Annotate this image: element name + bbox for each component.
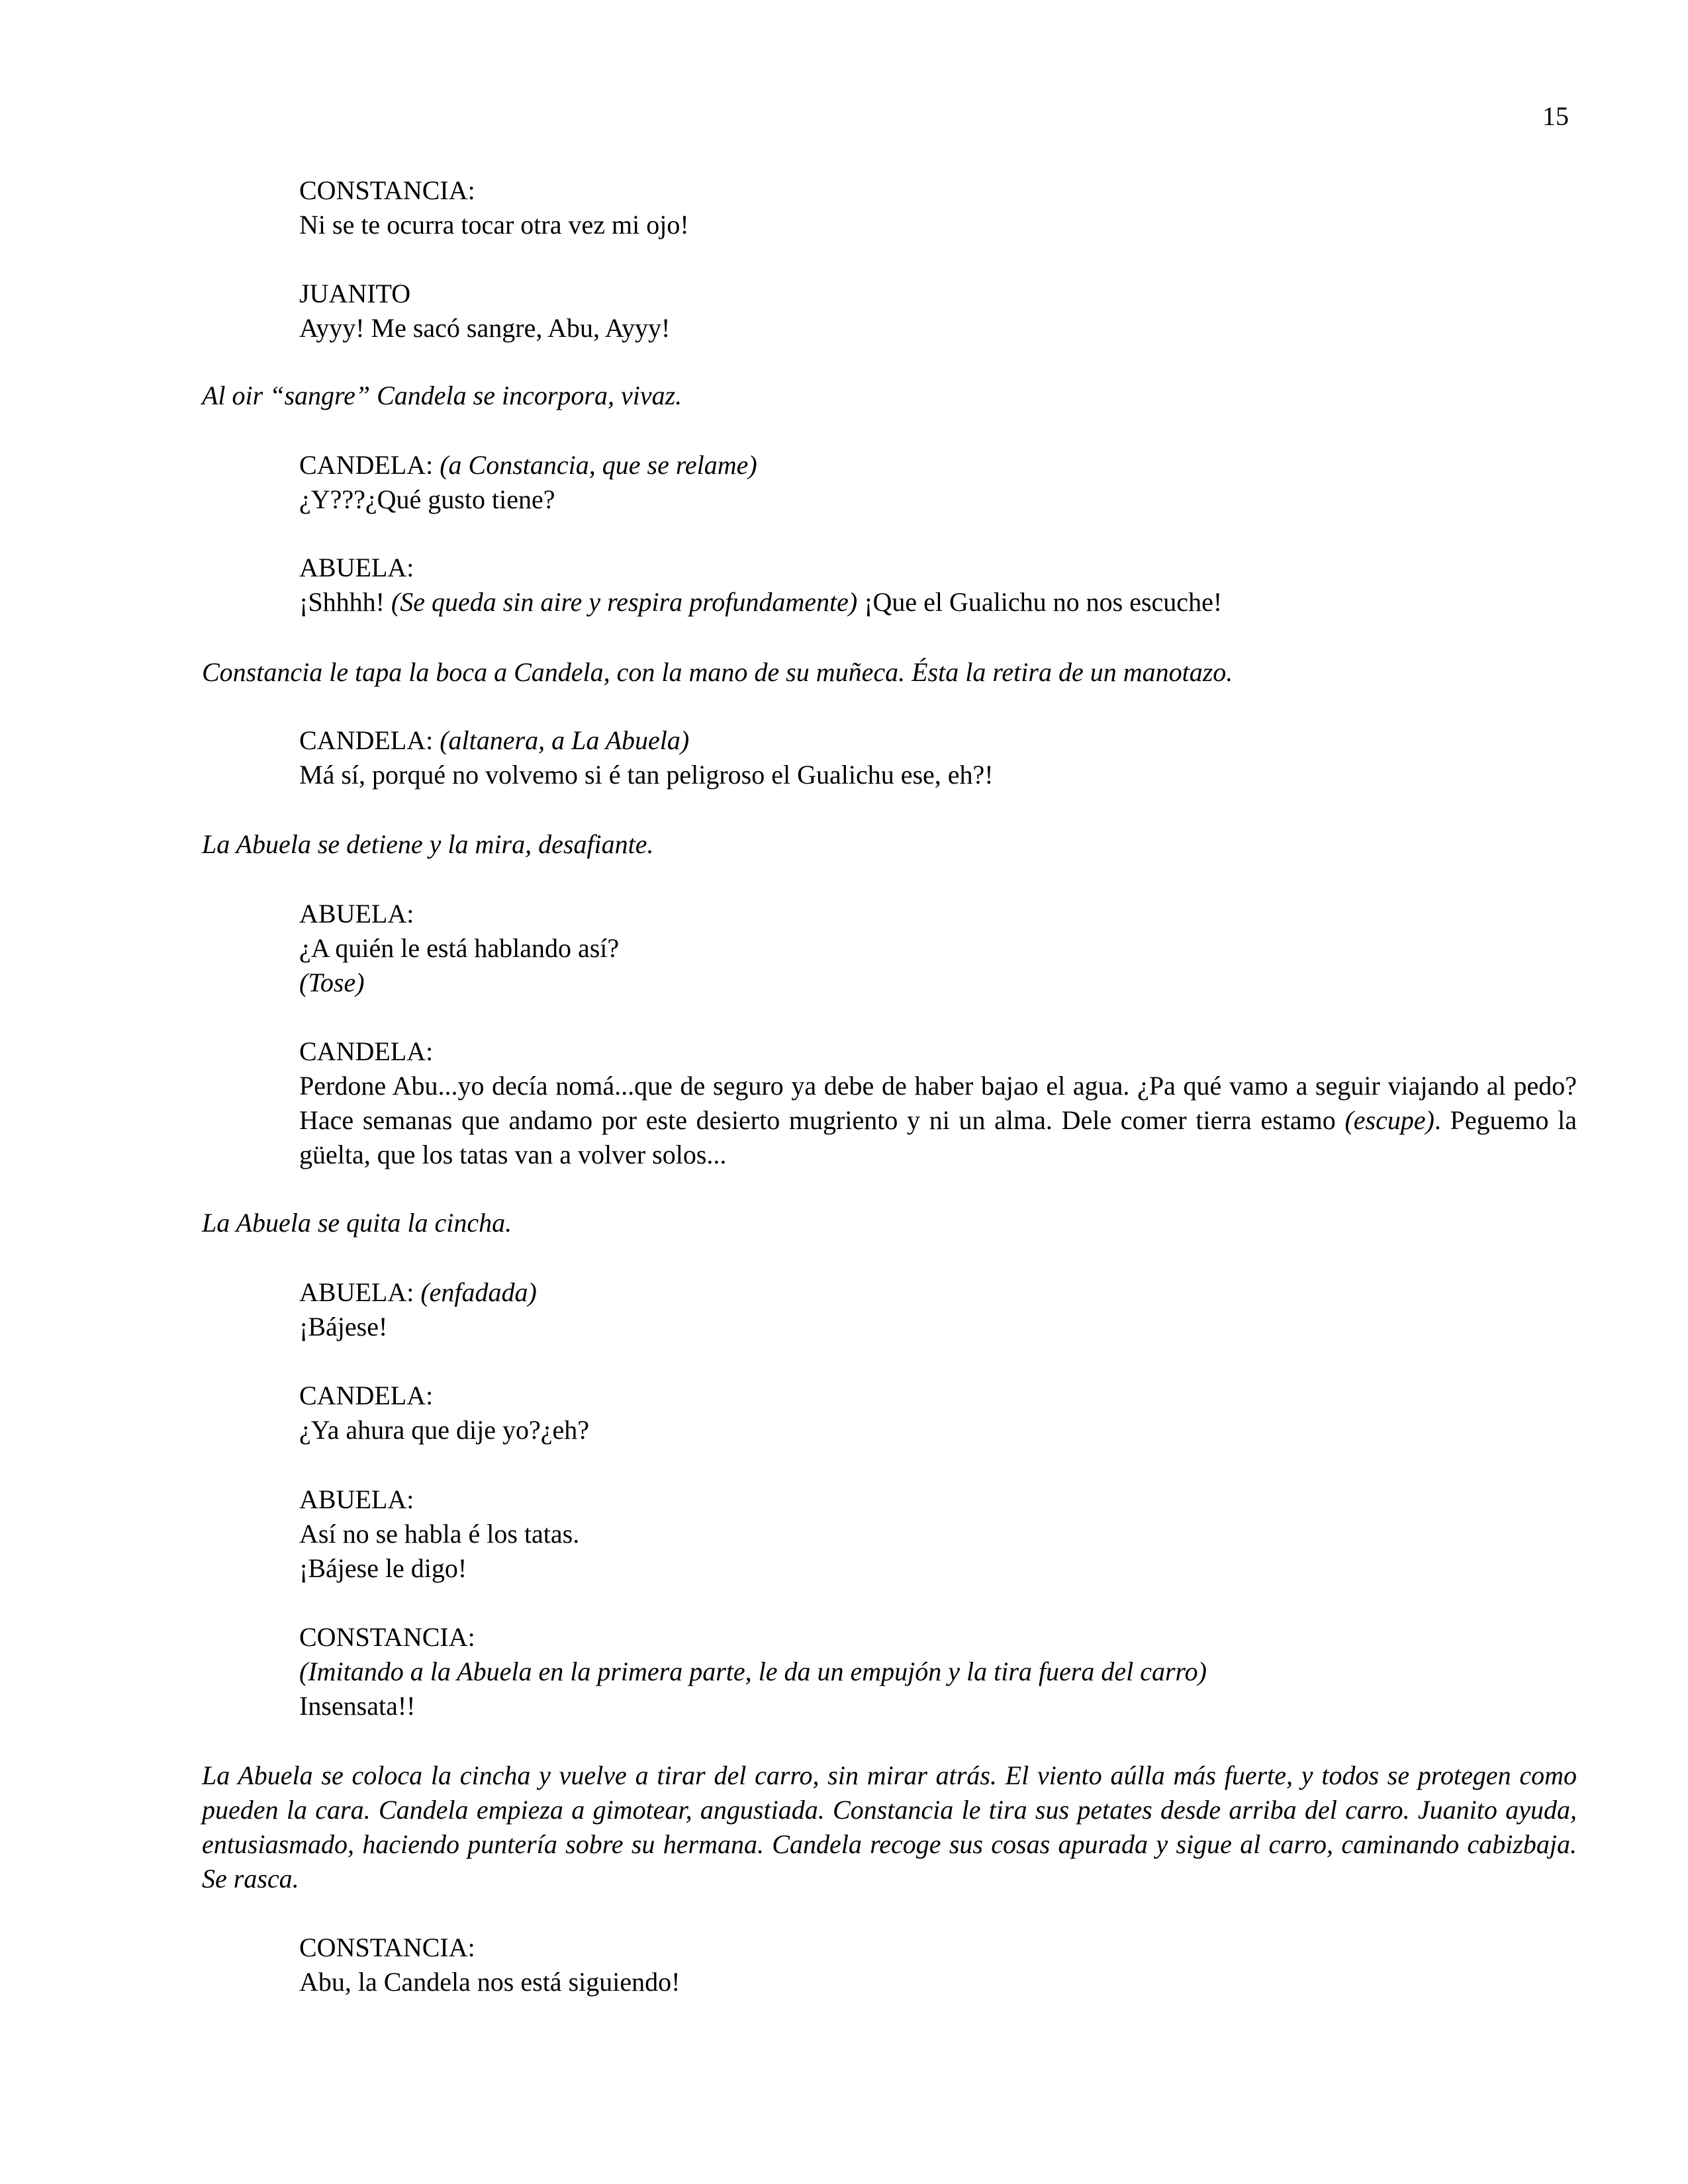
dialogue-line: Insensata!! [299, 1691, 416, 1721]
dialogue-line: ¿A quién le está hablando así? [299, 933, 620, 963]
dialogue-line: ¿Ya ahura que dije yo?¿eh? [299, 1415, 589, 1445]
speaker-name: JUANITO [299, 279, 411, 308]
stage-direction [202, 1758, 1577, 1896]
speaker-name: CONSTANCIA: [299, 1622, 475, 1652]
stage-direction [202, 379, 1577, 413]
dialogue-block [299, 448, 1577, 517]
parenthetical: (a Constancia, que se relame) [440, 450, 757, 480]
dialogue-line: ¡Shhhh! [299, 587, 385, 617]
dialogue-block [299, 1482, 1577, 1586]
stage-direction [202, 655, 1577, 690]
direction-text: Al oir “sangre” Candela se incorpora, vivaz. [202, 381, 682, 410]
dialogue-line: . Peguemo la güelta, que los tatas van a volver solos... [299, 1105, 1577, 1169]
stage-direction [202, 1206, 1577, 1240]
speaker-name: CANDELA: [299, 1036, 434, 1066]
dialogue-line: Ayyy! Me sacó sangre, Abu, Ayyy! [299, 313, 671, 343]
dialogue-block [299, 1620, 1577, 1723]
parenthetical: (enfadada) [420, 1277, 537, 1307]
speaker-name: CANDELA: [299, 450, 434, 480]
parenthetical: (Imitando a la Abuela en la primera parte, le da un empujón y la tira fuera del carro) [299, 1657, 1207, 1686]
speaker-name: CONSTANCIA: [299, 1933, 475, 1962]
direction-text: La Abuela se quita la cincha. [202, 1208, 512, 1238]
dialogue-block [299, 551, 1577, 619]
dialogue-block [299, 1034, 1577, 1172]
dialogue-line: Ni se te ocurra tocar otra vez mi ojo! [299, 210, 689, 240]
direction-text: La Abuela se coloca la cincha y vuelve a tirar del carro, sin mirar atrás. El viento aúlla más fuerte, y todos se protegen como pueden la cara. Candela empieza a gimotear, angustiada. Constancia le tira sus petates desde arriba del carro. Juanito ayuda, entusiasmado, haciendo puntería sobre su hermana. Candela recoge sus cosas apurada y sigue al carro, caminando cabizbaja. Se rasca. [202, 1760, 1577, 1893]
parenthetical: (escupe) [1344, 1105, 1434, 1135]
dialogue-line: Abu, la Candela nos está siguiendo! [299, 1967, 680, 1997]
dialogue-line: ¡Bájese le digo! [299, 1553, 467, 1583]
dialogue-block [299, 173, 1577, 242]
dialogue-line: ¡Bájese! [299, 1312, 388, 1342]
speaker-name: ABUELA: [299, 899, 414, 929]
dialogue-block [299, 1275, 1577, 1344]
dialogue-block [299, 897, 1577, 1000]
parenthetical: (Se queda sin aire y respira profundamente) [391, 587, 858, 617]
dialogue-block [299, 723, 1577, 792]
speaker-name: CONSTANCIA: [299, 175, 475, 205]
dialogue-line: ¿Y???¿Qué gusto tiene? [299, 484, 555, 514]
dialogue-line: Perdone Abu...yo decía nomá...que de seguro ya debe de haber bajao el agua. ¿Pa qué vamo a seguir viajando al pedo? Hace semanas que andamo por este desierto mugriento y ni un alma. Dele comer tierra estamo [299, 1071, 1577, 1135]
speaker-name: CANDELA: [299, 1381, 434, 1410]
stage-direction [202, 827, 1577, 862]
dialogue-block [299, 1931, 1577, 1999]
parenthetical: (Tose) [299, 968, 365, 997]
dialogue-block [299, 277, 1577, 345]
direction-text: La Abuela se detiene y la mira, desafiante. [202, 829, 654, 859]
speaker-name: CANDELA: [299, 725, 434, 755]
speaker-name: ABUELA: [299, 1277, 414, 1307]
direction-text: Constancia le tapa la boca a Candela, con la mano de su muñeca. Ésta la retira de un manotazo. [202, 657, 1233, 687]
dialogue-line: Así no se habla é los tatas. [299, 1519, 580, 1549]
speaker-name: ABUELA: [299, 1484, 414, 1514]
parenthetical: (altanera, a La Abuela) [440, 725, 690, 755]
dialogue-line: Má sí, porqué no volvemo si é tan peligroso el Gualichu ese, eh?! [299, 760, 994, 790]
dialogue-line: ¡Que el Gualichu no nos escuche! [864, 587, 1223, 617]
page-number: 15 [1542, 101, 1569, 131]
dialogue-block [299, 1379, 1577, 1447]
speaker-name: ABUELA: [299, 553, 414, 582]
